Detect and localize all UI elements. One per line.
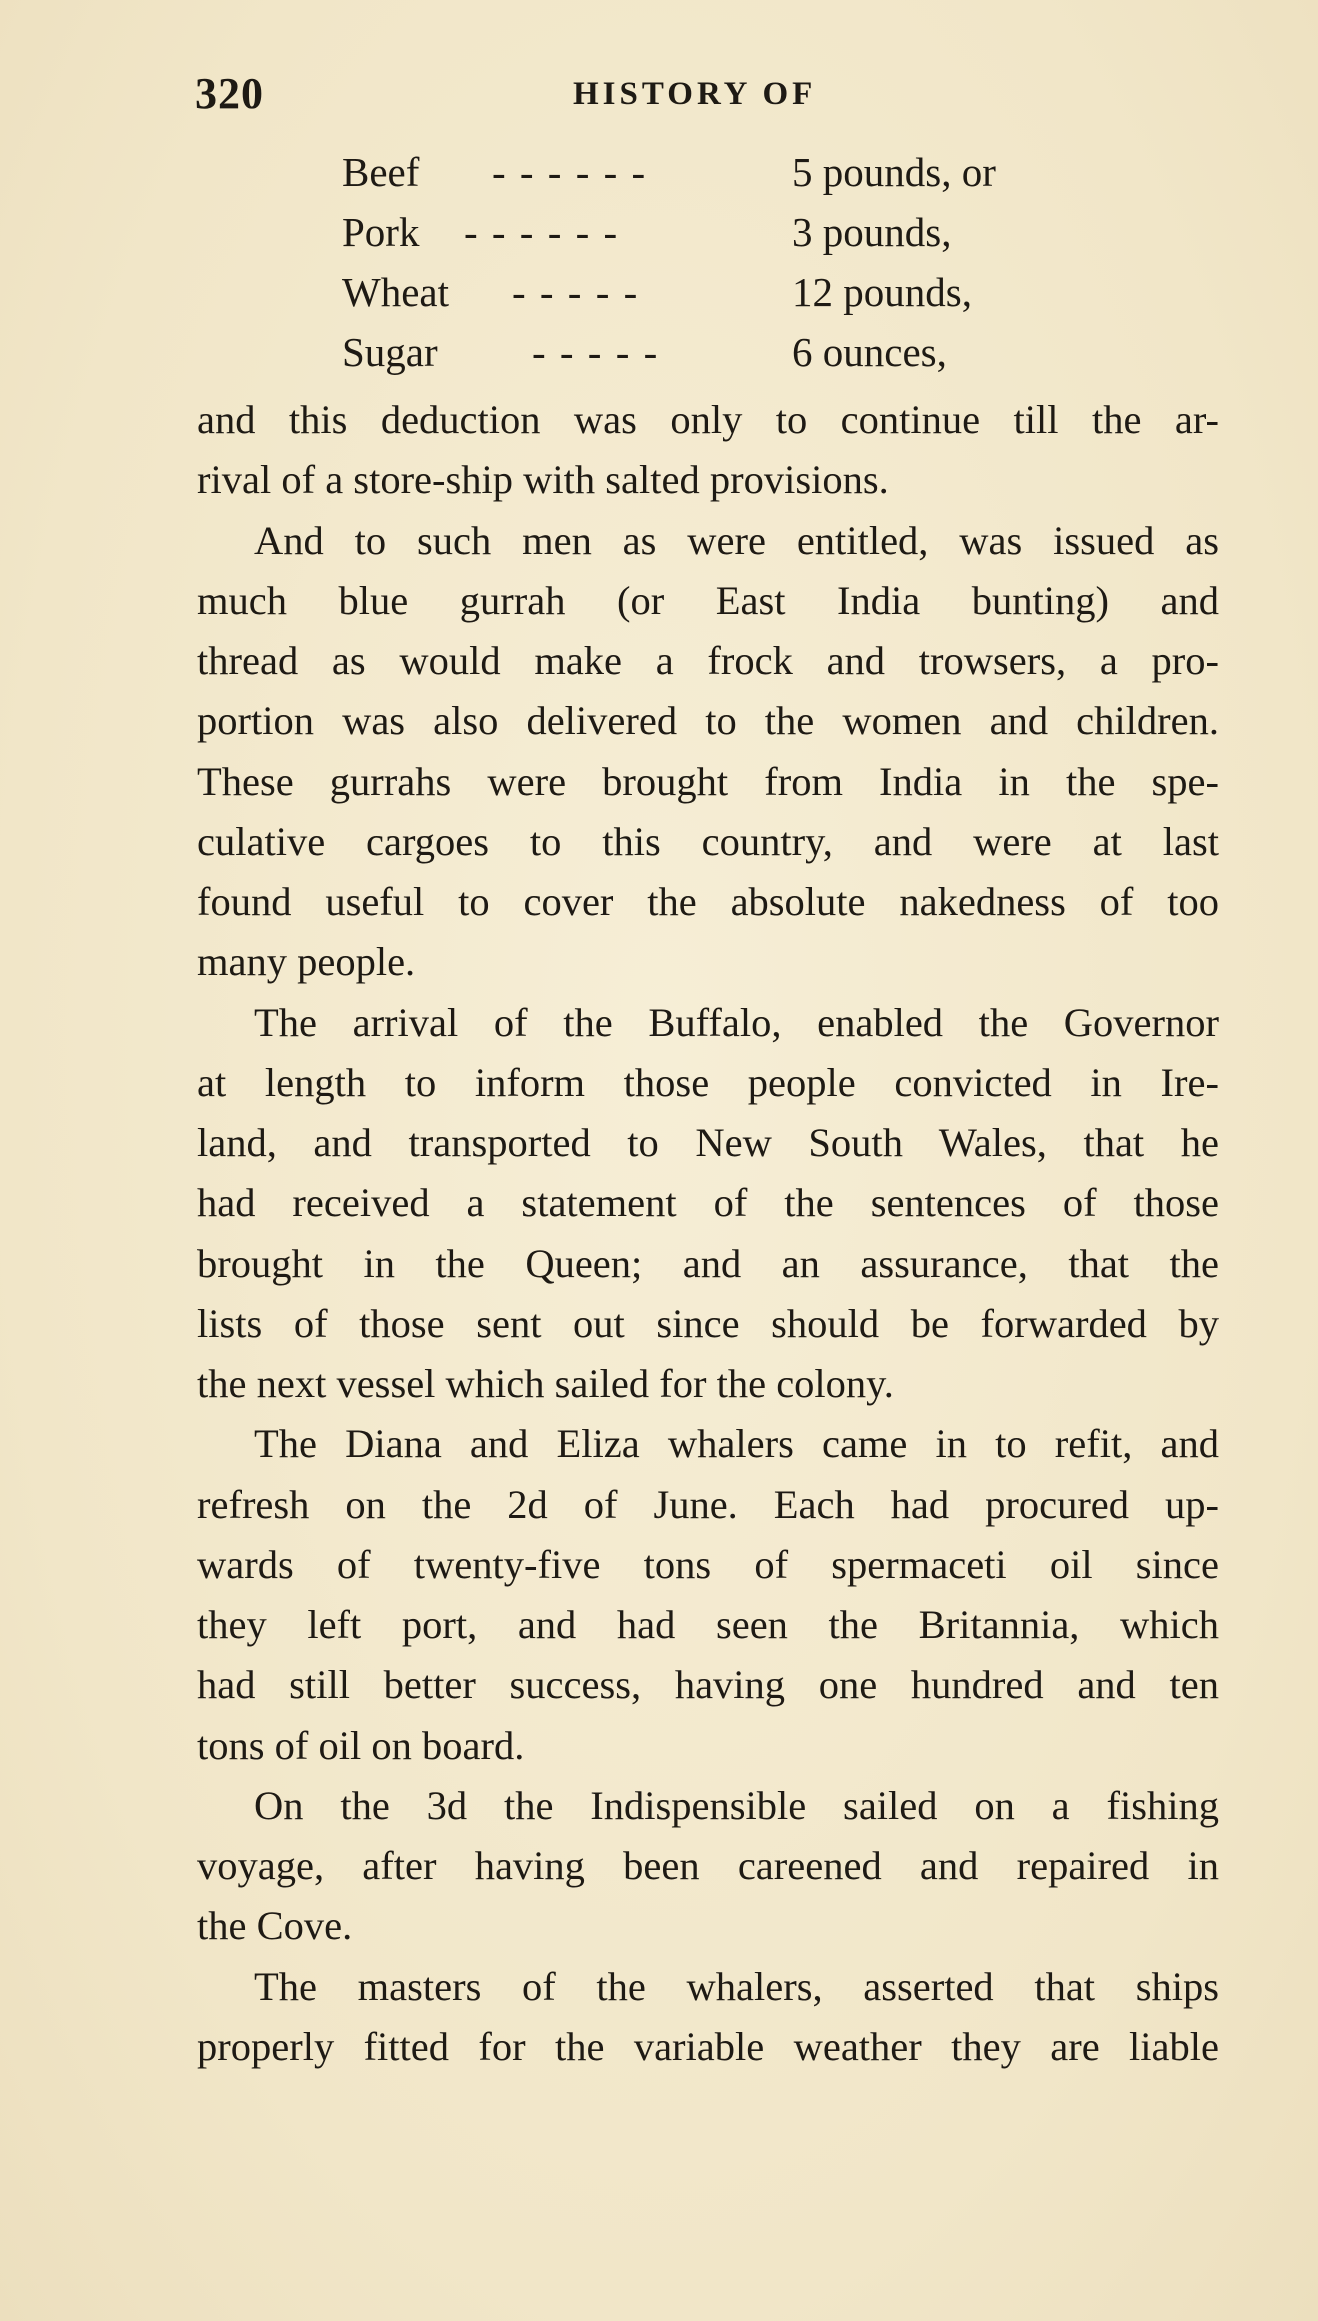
ration-item: Sugar bbox=[342, 329, 438, 375]
ration-item: Wheat bbox=[342, 269, 449, 315]
text-line: brought in the Queen; and an assurance, that the bbox=[197, 1240, 1219, 1286]
ration-row-wheat bbox=[342, 262, 1062, 322]
page-number: 320 bbox=[195, 69, 264, 118]
text-line: had received a statement of the sentences of those bbox=[197, 1180, 1219, 1226]
text-line: voyage, after having been careened and repaired in bbox=[197, 1843, 1219, 1888]
body-text bbox=[197, 390, 1219, 2077]
text-line: many people. bbox=[197, 939, 416, 985]
ration-leader: - - - - - - bbox=[492, 149, 648, 195]
ration-row-pork bbox=[342, 202, 1062, 262]
text-line: had still better success, having one hundred and ten bbox=[197, 1662, 1219, 1708]
running-head: HISTORY OF bbox=[573, 76, 817, 112]
text-line: portion was also delivered to the women and children. bbox=[197, 698, 1219, 744]
text-line: found useful to cover the absolute nakedness of too bbox=[197, 879, 1219, 924]
ration-leader: - - - - - bbox=[512, 269, 640, 315]
text-line: wards of twenty-five tons of spermaceti oil since bbox=[197, 1541, 1219, 1587]
ration-row-sugar bbox=[342, 322, 1062, 382]
text-line: The arrival of the Buffalo, enabled the Governor bbox=[254, 999, 1219, 1045]
text-line: the next vessel which sailed for the colony. bbox=[197, 1361, 894, 1406]
ration-amount: 3 pounds, bbox=[792, 209, 952, 255]
text-line: lists of those sent out since should be forwarded by bbox=[197, 1300, 1219, 1346]
text-line: These gurrahs were brought from India in the spe- bbox=[197, 758, 1219, 804]
ration-leader: - - - - - bbox=[532, 329, 660, 375]
text-line: tons of oil on board. bbox=[197, 1722, 525, 1768]
ration-item: Beef bbox=[342, 149, 420, 195]
text-line: properly fitted for the variable weather they are liable bbox=[197, 2023, 1219, 2069]
text-line: land, and transported to New South Wales, that he bbox=[197, 1120, 1219, 1165]
text-line: they left port, and had seen the Britannia, which bbox=[197, 1602, 1219, 1647]
text-line: at length to inform those people convicted in Ire- bbox=[197, 1059, 1219, 1105]
text-line: much blue gurrah (or East India bunting) and bbox=[197, 577, 1219, 623]
text-line: culative cargoes to this country, and were at last bbox=[197, 818, 1219, 864]
text-line: the Cove. bbox=[197, 1903, 353, 1949]
ration-table bbox=[342, 142, 1062, 382]
text-line: The Diana and Eliza whalers came in to refit, and bbox=[254, 1421, 1219, 1467]
text-line: On the 3d the Indispensible sailed on a fishing bbox=[254, 1782, 1219, 1828]
text-line: thread as would make a frock and trowsers, a pro- bbox=[197, 638, 1219, 683]
text-line: rival of a store-ship with salted provisions. bbox=[197, 457, 889, 503]
text-line: and this deduction was only to continue till the ar- bbox=[197, 397, 1219, 442]
page-header bbox=[195, 62, 1115, 122]
ration-item: Pork bbox=[342, 209, 420, 255]
ration-amount: 6 ounces, bbox=[792, 329, 947, 375]
ration-amount: 5 pounds, or bbox=[792, 149, 996, 195]
ration-amount: 12 pounds, bbox=[792, 269, 972, 315]
text-line: refresh on the 2d of June. Each had procured up- bbox=[197, 1481, 1219, 1527]
text-line: And to such men as were entitled, was issued as bbox=[254, 517, 1219, 563]
text-line: The masters of the whalers, asserted that ships bbox=[254, 1963, 1219, 2009]
ration-leader: - - - - - - bbox=[464, 209, 620, 255]
ration-row-beef bbox=[342, 142, 1062, 202]
